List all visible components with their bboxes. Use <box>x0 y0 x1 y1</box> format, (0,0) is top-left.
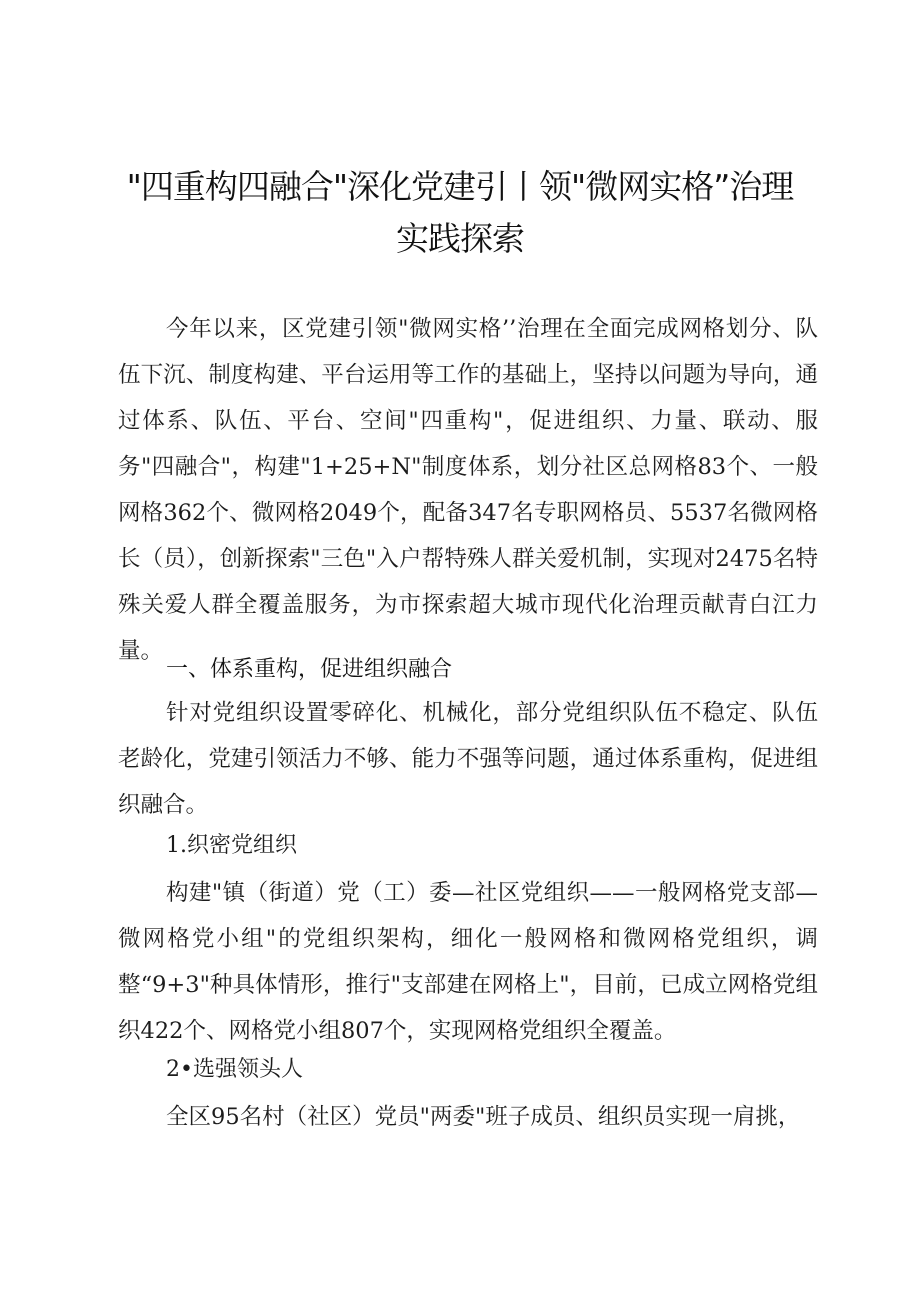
subsection-2-paragraph: 全区95名村（社区）党员"两委"班子成员、组织员实现一肩挑， <box>166 1104 801 1130</box>
subsection-2-heading: 2•选强领头人 <box>166 1057 303 1082</box>
document-title-line-1: "四重构四融合"深化党建引丨领"微网实格”治理 <box>126 167 794 206</box>
document-title-line-2: 实践探索 <box>396 219 524 258</box>
subsection-1-paragraph: 构建"镇（街道）党（工）委—社区党组织——一般网格党支部—微网格党小组"的党组织架构，细化一般网格和微网格党组织，调整“9+3"种具体情形，推行"支部建在网格上"，目前，已成立网格党组织422个、网格党小组807个，实现网格党组织全覆盖。 <box>118 880 818 1044</box>
intro-paragraph: 今年以来，区党建引领"微网实格’’治理在全面完成网格划分、队伍下沉、制度构建、平台运用等工作的基础上，坚持以问题为导向，通过体系、队伍、平台、空间"四重构"，促进组织、力量、联动、服务"四融合"，构建"1+25+N"制度体系，划分社区总网格83个、一般网格362个、微网格2049个，配备347名专职网格员、5537名微网格长（员），创新探索"三色"入户帮特殊人群关爱机制，实现对2475名特殊关爱人群全覆盖服务，为市探索超大城市现代化治理贡献青白江力量。 <box>118 316 818 664</box>
section-1-paragraph: 针对党组织设置零碎化、机械化，部分党组织队伍不稳定、队伍老龄化，党建引领活力不够、能力不强等问题，通过体系重构，促进组织融合。 <box>118 700 818 818</box>
subsection-1-heading: 1.织密党组织 <box>166 833 297 858</box>
section-1-heading: 一、体系重构，促进组织融合 <box>166 657 453 682</box>
